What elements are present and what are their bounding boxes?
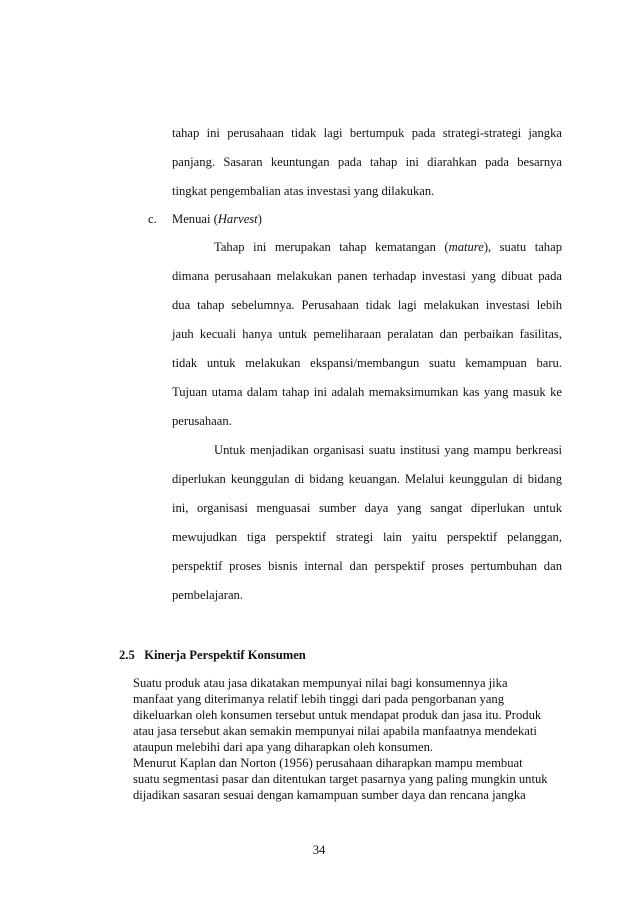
paragraph-line: Untuk menjadikan organisasi suatu institusi yang mampu berkreasi — [214, 443, 562, 457]
paragraph-line: Tahap ini merupakan tahap kematangan (mature), suatu tahap — [214, 240, 562, 254]
paragraph-line: suatu segmentasi pasar dan ditentukan target pasarnya yang paling mungkin untuk — [133, 772, 548, 786]
paragraph-line: jauh kecuali hanya untuk pemeliharaan peralatan dan perbaikan fasilitas, — [172, 327, 562, 341]
paragraph-line: ataupun melebihi dari apa yang diharapkan oleh konsumen. — [133, 740, 434, 754]
paragraph-line: pembelajaran. — [172, 588, 243, 602]
paragraph-line: dua tahap sebelumnya. Perusahaan tidak lagi melakukan investasi lebih — [172, 298, 562, 312]
section-heading: 2.5 Kinerja Perspektif Konsumen — [119, 648, 306, 662]
paragraph-line: panjang. Sasaran keuntungan pada tahap ini diarahkan pada besarnya — [172, 155, 562, 169]
paragraph-line: ini, organisasi menguasai sumber daya yang sangat diperlukan untuk — [172, 501, 562, 515]
paragraph-line: dijadikan sasaran sesuai dengan kamampuan sumber daya dan rencana jangka — [133, 788, 526, 802]
page-number: 34 — [312, 843, 326, 857]
list-item-title: Menuai (Harvest) — [172, 212, 262, 226]
paragraph-line: manfaat yang diterimanya relatif lebih tinggi dari pada pengorbanan yang — [133, 692, 505, 706]
list-marker: c. — [148, 212, 157, 226]
paragraph-line: mewujudkan tiga perspektif strategi lain yaitu perspektif pelanggan, — [172, 530, 562, 544]
paragraph-line: dikeluarkan oleh konsumen tersebut untuk mendapat produk dan jasa itu. Produk — [133, 708, 542, 722]
paragraph-line: atau jasa tersebut akan semakin mempunyai nilai apabila manfaatnya mendekati — [133, 724, 537, 738]
paragraph-line: diperlukan keunggulan di bidang keuangan. Melalui keunggulan di bidang — [172, 472, 562, 486]
paragraph-line: perusahaan. — [172, 414, 232, 428]
paragraph-line: dimana perusahaan melakukan panen terhadap investasi yang dibuat pada — [172, 269, 562, 283]
paragraph-line: tingkat pengembalian atas investasi yang dilakukan. — [172, 184, 435, 198]
paragraph-line: perspektif proses bisnis internal dan perspektif proses pertumbuhan dan — [172, 559, 562, 573]
paragraph-line: Tujuan utama dalam tahap ini adalah memaksimumkan kas yang masuk ke — [172, 385, 562, 399]
paragraph-line: Suatu produk atau jasa dikatakan mempunyai nilai bagi konsumennya jika — [133, 676, 508, 690]
paragraph-line: tidak untuk melakukan ekspansi/membangun suatu kemampuan baru. — [172, 356, 562, 370]
paragraph-line: Menurut Kaplan dan Norton (1956) perusahaan diharapkan mampu membuat — [133, 756, 523, 770]
paragraph-line: tahap ini perusahaan tidak lagi bertumpuk pada strategi-strategi jangka — [172, 126, 562, 140]
